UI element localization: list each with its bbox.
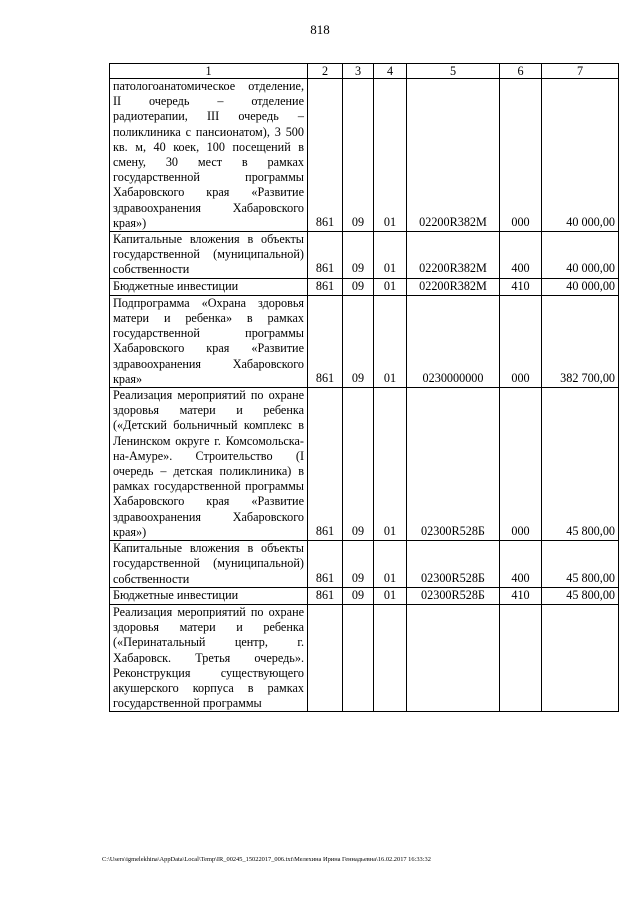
row-description: патологоанатомическое отделение, II очередь – отделение радиотерапии, III очередь – поликлиника с пансионатом), 3 500 кв. м, 40 коек, 100 посещений в смену, 30 мест в рамках государственной программы Хабаровского края «Развитие здравоохранения Хабаровского края») <box>110 79 308 232</box>
table-row <box>110 604 619 711</box>
cell-col5: 02200R382М <box>407 79 500 232</box>
cell-col5: 0230000000 <box>407 295 500 387</box>
file-path-footer: C:\Users\igmelekhina\AppData\Local\Temp\IR_00245_15022017_006.txt\Мелехина Ирина Геннадьевна\16.02.2017 16:33:32 <box>102 856 431 863</box>
cell-col4: 01 <box>374 232 407 279</box>
row-description: Бюджетные инвестиции <box>110 278 308 295</box>
cell-col4: 01 <box>374 278 407 295</box>
cell-col4: 01 <box>374 79 407 232</box>
column-header: 2 <box>308 64 343 79</box>
cell-col4: 01 <box>374 587 407 604</box>
row-description: Бюджетные инвестиции <box>110 587 308 604</box>
table-row <box>110 295 619 387</box>
cell-col6: 000 <box>500 79 542 232</box>
cell-col5: 02300R528Б <box>407 388 500 541</box>
cell-col2: 861 <box>308 232 343 279</box>
cell-col2: 861 <box>308 278 343 295</box>
column-header: 3 <box>343 64 374 79</box>
cell-col2: 861 <box>308 388 343 541</box>
cell-col5: 02300R528Б <box>407 587 500 604</box>
row-description: Подпрограмма «Охрана здоровья матери и ребенка» в рамках государственной программы Хабаровского края «Развитие здравоохранения Хабаровского края» <box>110 295 308 387</box>
cell-col6: 400 <box>500 232 542 279</box>
column-header: 7 <box>542 64 619 79</box>
table-row <box>110 388 619 541</box>
row-description: Реализация мероприятий по охране здоровья матери и ребенка («Детский больничный комплекс в Ленинском округе г. Комсомольска-на-Амуре». Строительство (I очередь – детская поликлиника) в рамках государственной программы Хабаровского края «Развитие здравоохранения Хабаровского края») <box>110 388 308 541</box>
table-row <box>110 541 619 588</box>
cell-col3: 09 <box>343 388 374 541</box>
cell-col3: 09 <box>343 278 374 295</box>
row-description: Реализация мероприятий по охране здоровья матери и ребенка («Перинатальный центр, г. Хабаровск. Третья очередь». Реконструкция существующего акушерского корпуса в рамках государственной программы <box>110 604 308 711</box>
cell-col7: 45 800,00 <box>542 587 619 604</box>
column-header: 6 <box>500 64 542 79</box>
budget-table <box>109 63 619 712</box>
table-row <box>110 587 619 604</box>
cell-col2: 861 <box>308 587 343 604</box>
cell-col6: 000 <box>500 295 542 387</box>
cell-col3: 09 <box>343 541 374 588</box>
cell-col6: 000 <box>500 388 542 541</box>
table-row <box>110 79 619 232</box>
cell-col2: 861 <box>308 79 343 232</box>
cell-col5 <box>407 604 500 711</box>
cell-col6 <box>500 604 542 711</box>
cell-col4: 01 <box>374 295 407 387</box>
row-description: Капитальные вложения в объекты государственной (муниципальной) собственности <box>110 232 308 279</box>
cell-col3: 09 <box>343 587 374 604</box>
table-header-row <box>110 64 619 79</box>
cell-col2: 861 <box>308 295 343 387</box>
cell-col5: 02300R528Б <box>407 541 500 588</box>
table-row <box>110 278 619 295</box>
cell-col7 <box>542 604 619 711</box>
cell-col4: 01 <box>374 541 407 588</box>
column-header: 4 <box>374 64 407 79</box>
cell-col7: 40 000,00 <box>542 232 619 279</box>
page-number: 818 <box>310 22 330 37</box>
cell-col3: 09 <box>343 79 374 232</box>
cell-col5: 02200R382М <box>407 278 500 295</box>
cell-col7: 45 800,00 <box>542 388 619 541</box>
cell-col3: 09 <box>343 295 374 387</box>
row-description: Капитальные вложения в объекты государственной (муниципальной) собственности <box>110 541 308 588</box>
cell-col7: 382 700,00 <box>542 295 619 387</box>
cell-col6: 410 <box>500 587 542 604</box>
cell-col6: 410 <box>500 278 542 295</box>
cell-col5: 02200R382М <box>407 232 500 279</box>
cell-col3 <box>343 604 374 711</box>
cell-col2 <box>308 604 343 711</box>
cell-col3: 09 <box>343 232 374 279</box>
cell-col6: 400 <box>500 541 542 588</box>
column-header: 1 <box>110 64 308 79</box>
cell-col7: 40 000,00 <box>542 79 619 232</box>
cell-col2: 861 <box>308 541 343 588</box>
column-header: 5 <box>407 64 500 79</box>
cell-col7: 40 000,00 <box>542 278 619 295</box>
cell-col4: 01 <box>374 388 407 541</box>
table-row <box>110 232 619 279</box>
cell-col4 <box>374 604 407 711</box>
cell-col7: 45 800,00 <box>542 541 619 588</box>
